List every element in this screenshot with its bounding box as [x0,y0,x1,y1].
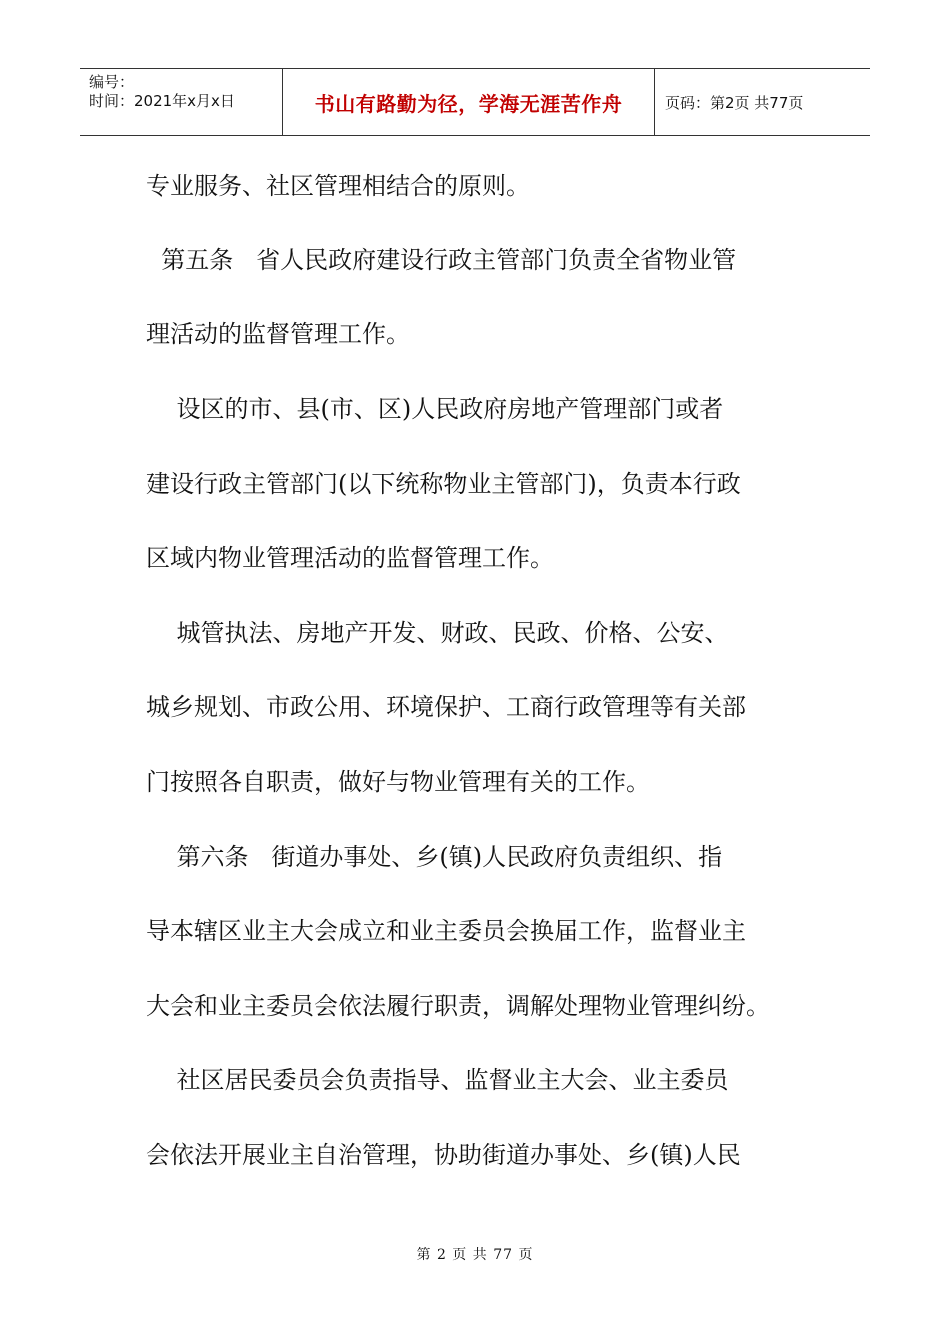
body-line: 导本辖区业主大会成立和业主委员会换届工作，监督业主 [146,917,746,945]
body-line: 城乡规划、市政公用、环境保护、工商行政管理等有关部 [146,693,746,721]
header-motto: 书山有路勤为径，学海无涯苦作舟 [314,91,623,116]
body-line: 会依法开展业主自治管理，协助街道办事处、乡(镇)人民 [146,1141,741,1169]
header-page-code: 页码：第2页 共77页 [665,93,804,112]
body-line: 建设行政主管部门(以下统称物业主管部门)，负责本行政 [146,470,741,498]
body-line: 设区的市、县(市、区)人民政府房地产管理部门或者 [146,395,724,423]
body-line: 专业服务、社区管理相结合的原则。 [146,172,530,200]
document-header [80,68,870,136]
page-footer: 第 2 页 共 77 页 [416,1247,534,1263]
body-line: 大会和业主委员会依法履行职责，调解处理物业管理纠纷。 [146,992,770,1020]
body-line: 城管执法、房地产开发、财政、民政、价格、公安、 [146,619,729,647]
header-motto-cell [282,69,655,135]
body-line: 理活动的监督管理工作。 [146,320,410,348]
header-meta [80,69,282,135]
body-line: 区域内物业管理活动的监督管理工作。 [146,544,554,572]
time-label: 时间：2021年x月x日 [89,92,235,110]
body-line: 第五条 省人民政府建设行政主管部门负责全省物业管 [146,246,737,274]
body-line: 社区居民委员会负责指导、监督业主大会、业主委员 [146,1066,729,1094]
body-line: 门按照各自职责，做好与物业管理有关的工作。 [146,768,650,796]
number-label: 编号： [89,73,135,91]
body-line: 第六条 街道办事处、乡(镇)人民政府负责组织、指 [146,843,723,871]
